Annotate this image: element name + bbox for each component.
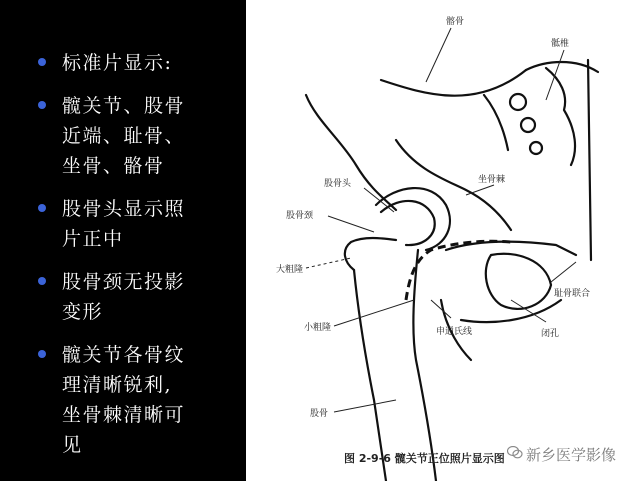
sacral-foramen xyxy=(521,118,535,132)
label-sacrum: 骶椎 xyxy=(551,39,570,49)
leader-line xyxy=(551,262,576,282)
bullet-text: 股骨颈无投影 变形 xyxy=(62,271,186,323)
leader-line xyxy=(466,185,494,195)
bullet-item xyxy=(34,91,239,181)
femoral-neck xyxy=(345,238,396,270)
sacrum-edge xyxy=(546,68,575,165)
acetabulum xyxy=(376,188,450,250)
label-ischial-spine: 坐骨棘 xyxy=(478,175,506,185)
label-pubic-symphysis: 耻骨联合 xyxy=(554,289,591,299)
sacrum-spine xyxy=(588,60,591,260)
label-greater-trochanter: 大粗隆 xyxy=(276,265,304,275)
bullet-text: 标准片显示: xyxy=(62,52,173,74)
sacral-foramen xyxy=(510,94,526,110)
bullet-item xyxy=(34,194,239,254)
label-femur: 股骨 xyxy=(310,409,329,419)
bullet-dot-icon xyxy=(38,277,46,285)
leader-line xyxy=(328,216,374,232)
inferior-ramus xyxy=(461,300,561,322)
watermark-text: 新乡医学影像 xyxy=(526,446,617,464)
femur-medial xyxy=(413,250,436,481)
bullet-list xyxy=(34,48,239,473)
hip-anatomy-figure xyxy=(246,0,641,481)
sacrum-outline xyxy=(484,95,508,150)
bullet-text: 股骨头显示照 片正中 xyxy=(62,198,186,250)
bullet-dot-icon xyxy=(38,101,46,109)
label-lesser-trochanter: 小粗隆 xyxy=(304,323,332,333)
label-ilium: 髂骨 xyxy=(446,17,465,27)
leader-line xyxy=(334,300,414,326)
leader-line xyxy=(426,28,451,82)
bullet-item xyxy=(34,267,239,327)
wechat-icon xyxy=(507,446,523,459)
bullet-text: 髋关节、股骨 近端、耻骨、 坐骨、骼骨 xyxy=(62,95,186,177)
figure-caption: 图 2-9-6 髋关节正位照片显示图 xyxy=(344,452,505,465)
text-panel xyxy=(0,0,246,481)
bullet-dot-icon xyxy=(38,58,46,66)
obturator-foramen xyxy=(486,254,551,309)
ilium-crest xyxy=(381,70,526,96)
hip-diagram xyxy=(246,0,641,481)
leader-line xyxy=(334,400,396,412)
bullet-dot-icon xyxy=(38,204,46,212)
bullet-item xyxy=(34,48,239,78)
ilium-outline xyxy=(306,95,396,210)
sacral-foramen xyxy=(530,142,542,154)
bullet-text: 髋关节各骨纹 理清晰锐利, 坐骨棘清晰可 见 xyxy=(62,344,186,456)
leader-line xyxy=(306,258,351,268)
label-femoral-neck: 股骨颈 xyxy=(286,211,314,221)
leader-line xyxy=(364,188,394,212)
label-femoral-head: 股骨头 xyxy=(324,179,352,189)
shenton-line xyxy=(406,241,511,300)
femur-lateral xyxy=(354,270,386,481)
bullet-item xyxy=(34,340,239,460)
label-shenton-line: 申通氏线 xyxy=(436,327,473,337)
bullet-dot-icon xyxy=(38,350,46,358)
label-obturator-foramen: 闭孔 xyxy=(541,329,560,339)
leader-line xyxy=(546,50,564,100)
